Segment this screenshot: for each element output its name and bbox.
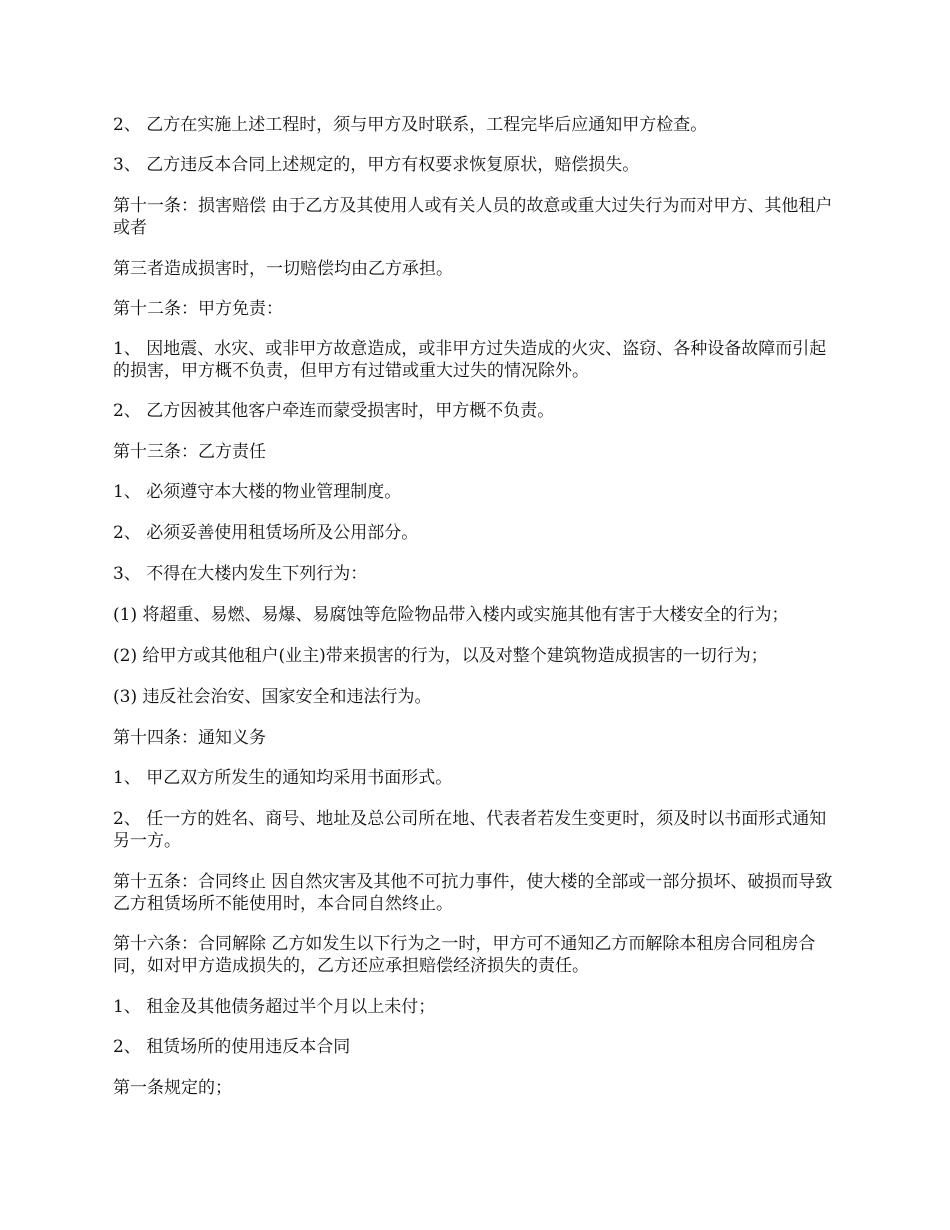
paragraph: 3、 不得在大楼内发生下列行为： — [113, 564, 368, 584]
paragraph: 第三者造成损害时，一切赔偿均由乙方承担。 — [113, 259, 453, 279]
section-heading: 第十二条：甲方免责： — [113, 299, 283, 319]
paragraph: 1、 必须遵守本大楼的物业管理制度。 — [113, 482, 402, 502]
paragraph: (2) 给甲方或其他租户(业主)带来损害的行为，以及对整个建筑物造成损害的一切行为； — [113, 646, 768, 666]
section-heading: 第十三条：乙方责任 — [113, 442, 266, 462]
paragraph: 2、 乙方因被其他客户牵连而蒙受损害时，甲方概不负责。 — [113, 401, 555, 421]
paragraph: 2、 乙方在实施上述工程时，须与甲方及时联系，工程完毕后应通知甲方检查。 — [113, 115, 708, 135]
paragraph: 2、 租赁场所的使用违反本合同 — [113, 1037, 351, 1057]
paragraph: 1、 因地震、水灾、或非甲方故意造成，或非甲方过失造成的火灾、盗窃、各种设备故障而引起的损害，甲方概不负责，但甲方有过错或重大过失的情况除外。 — [113, 339, 827, 381]
paragraph: 3、 乙方违反本合同上述规定的，甲方有权要求恢复原状，赔偿损失。 — [113, 155, 640, 175]
paragraph: 第十六条：合同解除 乙方如发生以下行为之一时，甲方可不通知乙方而解除本租房合同租房合同，如对甲方造成损失的，乙方还应承担赔偿经济损失的责任。 — [113, 934, 816, 976]
paragraph: 2、 任一方的姓名、商号、地址及总公司所在地、代表者若发生变更时，须及时以书面形式通知另一方。 — [113, 809, 827, 851]
paragraph: (3) 违反社会治安、国家安全和违法行为。 — [113, 687, 432, 707]
paragraph: (1) 将超重、易燃、易爆、易腐蚀等危险物品带入楼内或实施其他有害于大楼安全的行为； — [113, 605, 789, 625]
paragraph: 1、 甲乙双方所发生的通知均采用书面形式。 — [113, 768, 453, 788]
paragraph: 第十五条：合同终止 因自然灾害及其他不可抗力事件，使大楼的全部或一部分损坏、破损而导致乙方租赁场所不能使用时，本合同自然终止。 — [113, 872, 833, 914]
section-heading: 第十四条：通知义务 — [113, 728, 266, 748]
paragraph: 第十一条：损害赔偿 由于乙方及其使用人或有关人员的故意或重大过失行为而对甲方、其他租户或者 — [113, 196, 833, 238]
paragraph: 第一条规定的； — [113, 1078, 232, 1098]
paragraph: 2、 必须妥善使用租赁场所及公用部分。 — [113, 523, 419, 543]
paragraph: 1、 租金及其他债务超过半个月以上未付； — [113, 997, 436, 1017]
